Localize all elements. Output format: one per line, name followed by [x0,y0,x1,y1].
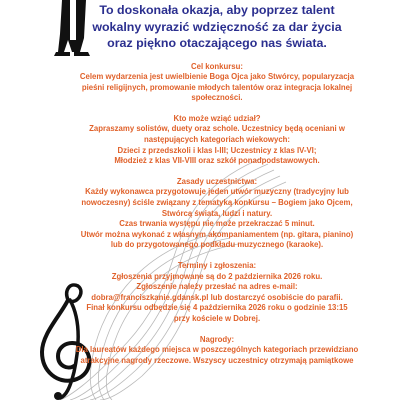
section-line: pieśni religijnych, promowanie młodych talentów oraz integracja lokalnej [81,82,353,92]
headline-line: wokalny wyrazić wdzięczność za dar życia [92,19,342,34]
section-line: lub do przygotowanego podkładu muzycznego (karaoke). [110,240,324,250]
section-line: nowoczesny) ściśle związany z tematyką konkursu – Bogiem jako Ojcem, [81,198,353,208]
section-line: następujących kategoriach wiekowych: [143,135,291,145]
section-line: społeczności. [191,93,243,103]
section-line: Finał konkursu odbędzie się 4 października 2026 roku o godzinie 13:15 [86,303,348,313]
section-line: Każdy wykonawca przygotowuje jeden utwór muzyczny (tradycyjny lub [85,187,349,197]
section-title: Terminy i zgłoszenia: [177,261,257,270]
section-line: Czas trwania występu nie może przekraczać 5 minut. [119,219,315,229]
section-title: Kto może wziąć udział? [173,113,261,123]
section-line: Stwórcą świata, ludzi i natury. [161,208,273,218]
section-line: Zapraszamy solistów, duety oraz schole. Uczestnicy będą oceniani w [89,124,345,134]
headline-line: oraz piękno otaczającego nas świata. [107,36,327,50]
flyer-content [44,0,390,366]
section-line: Zgłoszenie należy przesłać na adres e-mail: [136,282,298,292]
section-line: Celem wydarzenia jest uwielbienie Boga Ojca jako Stwórcy, popularyzacja [79,72,355,82]
section-line: Dzieci z przedszkoli i klas I-III; Uczestnicy z klas IV-VI; [117,145,317,155]
section-line: Młodzież z klas VII-VIII oraz szkół ponadpodstawowych. [114,156,320,166]
section-title: Cel konkursu: [191,61,243,71]
headline [44,2,390,52]
section-goal [44,62,390,104]
section-rules [44,177,390,251]
section-line: Zgłoszenia przyjmowane są do 2 października 2026 roku. [111,271,323,281]
section-deadlines [44,261,390,325]
section-prizes [44,335,390,367]
section-line: przy kościele w Dobrej. [173,313,261,323]
contact-email-line[interactable]: dobra@franciszkanie.gdansk.pl lub dostarczyć osobiście do parafii. [91,292,343,302]
section-participants [44,114,390,167]
section-title: Zasady uczestnictwa: [176,176,258,186]
section-line: Utwór można wykonać z własnym akompaniamentem (np. gitara, pianino) [80,229,354,239]
section-title: Nagrody: [199,334,235,344]
section-line: atrakcyjne nagrody rzeczowe. Wszyscy uczestnicy otrzymają pamiątkowe [80,355,354,365]
headline-line: To doskonała okazja, aby poprzez talent [99,3,335,17]
section-line: Dla laureatów każdego miejsca w poszczególnych kategoriach przewidziano [75,345,359,355]
